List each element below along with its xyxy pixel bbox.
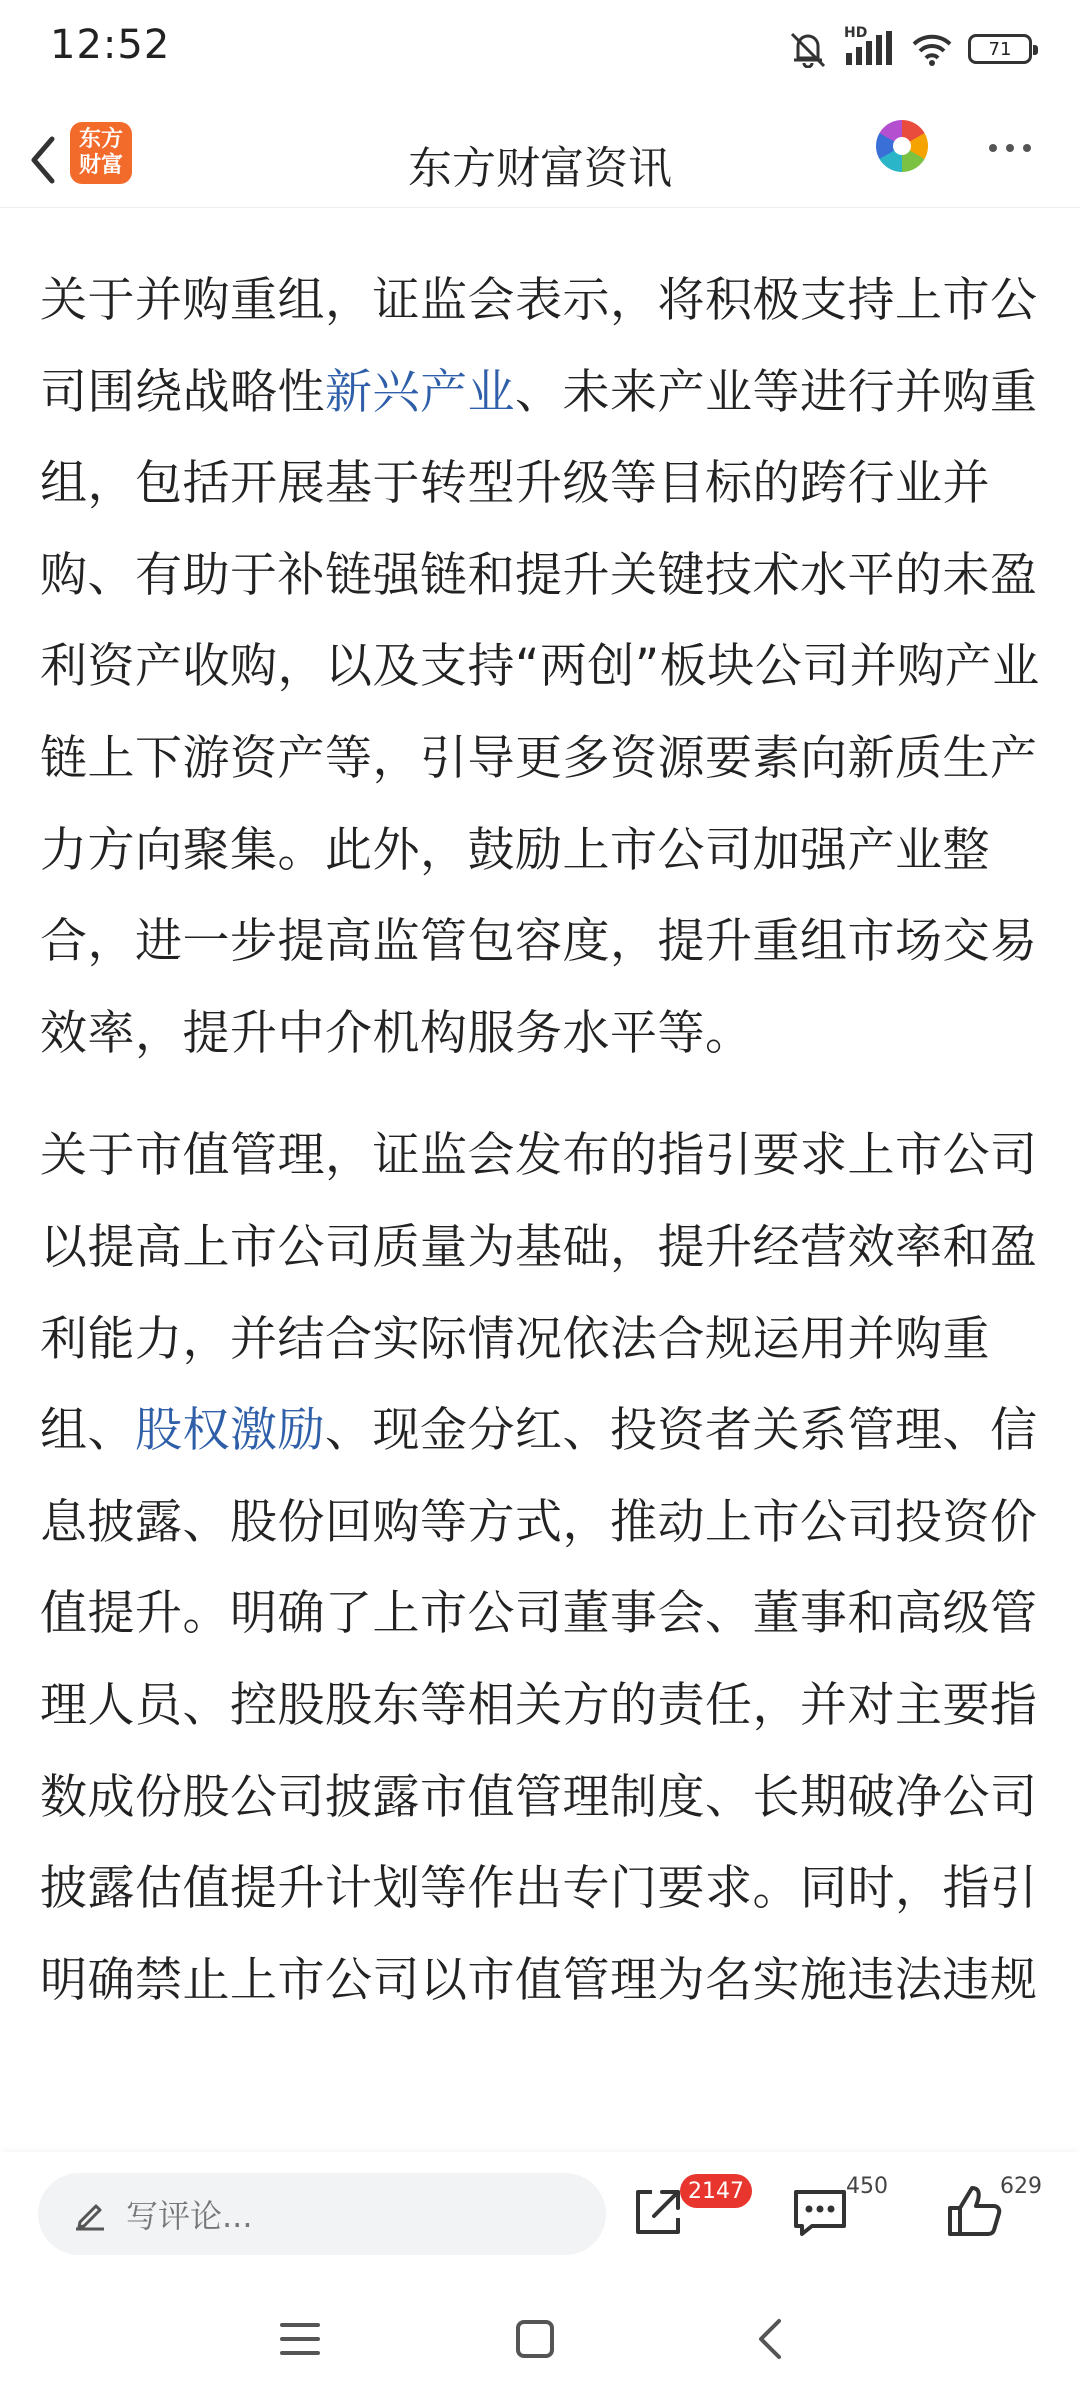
paragraph-text: 、未来产业等进行并购重组，包括开展基于转型升级等目标的跨行业并购、有助于补链强链和提升关键技术水平的未盈利资产收购，以及支持“两创”板块公司并购产业链上下游资产等，引导更多资源要素向新质生产力方向聚集。此外，鼓励上市公司加强产业整合，进一步提高监管包容度，提升重组市场交易效率，提升中介机构服务水平等。 [40, 364, 1040, 1061]
battery-icon [968, 34, 1032, 64]
comment-count: 450 [846, 2174, 888, 2199]
mute-icon [788, 30, 828, 68]
more-dot [1023, 144, 1031, 152]
page-title: 东方财富资讯 [408, 143, 672, 194]
article-paragraph [40, 255, 1040, 1079]
share-icon [628, 2182, 688, 2242]
status-icons [788, 26, 1032, 72]
pen-icon [72, 2196, 108, 2232]
menu-icon [280, 2319, 320, 2359]
status-time: 12:52 [50, 22, 171, 68]
back-chevron-icon [755, 2317, 785, 2361]
home-square-icon [515, 2319, 555, 2359]
article-paragraph [40, 1110, 1040, 2026]
paragraph-text: 关于市值管理，证监会发布的指引要求上市公司以提高上市公司质量为基础，提升经营效率和盈利能力，并结合实际情况依法合规运用并购重组、 [40, 1128, 1038, 1459]
system-back-button[interactable] [730, 2304, 810, 2374]
like-count: 629 [1000, 2174, 1042, 2199]
article-body [40, 255, 1040, 2152]
recent-apps-button[interactable] [260, 2304, 340, 2374]
comment-bubble-icon [790, 2182, 850, 2242]
logo-text-line2: 财富 [78, 153, 123, 178]
more-options-button[interactable] [980, 128, 1040, 168]
paragraph-text: 、现金分红、投资者关系管理、信息披露、股份回购等方式，推动上市公司投资价值提升。明确了上市公司董事会、董事和高级管理人员、控股股东等相关方的责任，并对主要指数成份股公司披露市值管理制度、长期破净公司披露估值提升计划等作出专门要求。同时，指引明确禁止上市公司以市值管理为名实施违法违规 [40, 1403, 1038, 2008]
share-count-badge: 2147 [680, 2174, 752, 2208]
system-nav-bar [0, 2280, 1080, 2400]
home-button[interactable] [495, 2304, 575, 2374]
status-bar [0, 0, 1080, 110]
wifi-icon [912, 32, 952, 66]
network-label: HD [844, 25, 868, 41]
keyword-link-equity-incentive[interactable]: 股权激励 [135, 1403, 325, 1459]
keyword-link-emerging-industries[interactable]: 新兴产业 [325, 364, 515, 420]
logo-text-line1: 东方 [78, 127, 123, 152]
thumbs-up-icon [944, 2182, 1004, 2242]
paragraph-text: 关于并购重组，证监会表示，将积极支持上市公司围绕战略性 [40, 273, 1038, 420]
bottom-action-bar [0, 2152, 1080, 2280]
more-dot [1006, 144, 1014, 152]
comment-placeholder: 写评论... [126, 2197, 253, 2235]
more-dot [989, 144, 997, 152]
comment-input[interactable] [38, 2173, 606, 2255]
color-wheel-icon[interactable] [876, 120, 928, 172]
battery-level: 71 [988, 38, 1012, 60]
signal-icon [844, 25, 896, 67]
